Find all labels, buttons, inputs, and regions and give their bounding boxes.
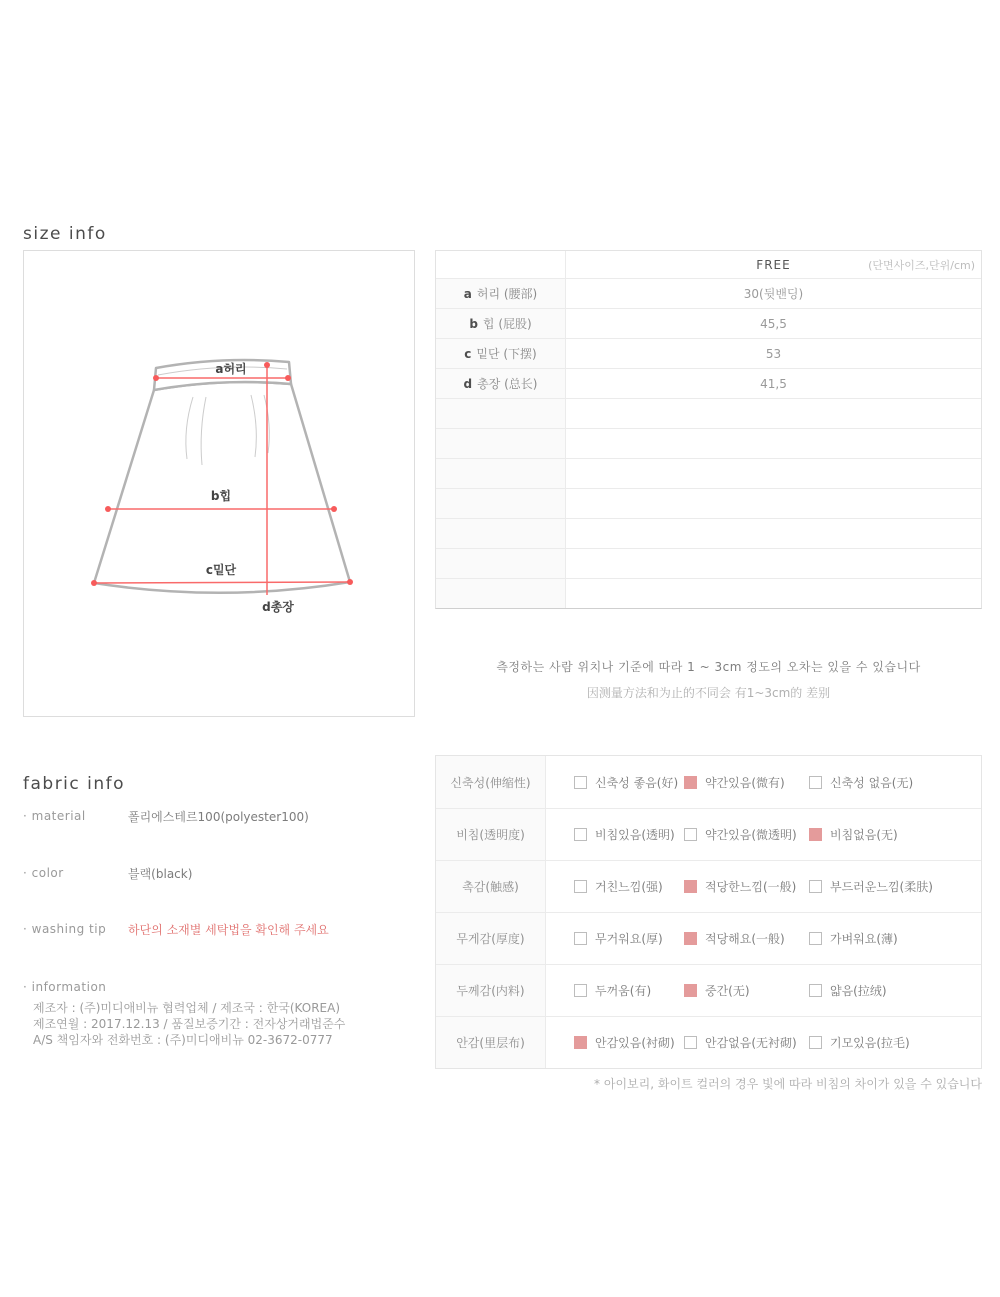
fabric-info-title: fabric info xyxy=(23,774,126,794)
fabric-option xyxy=(809,878,981,895)
size-table xyxy=(435,250,982,609)
fabric-option-label: 안감있음(衬砌) xyxy=(595,1036,675,1050)
information-label: · information xyxy=(23,980,107,994)
checkbox-icon[interactable] xyxy=(574,828,587,841)
fabric-option-label: 비침있음(透明) xyxy=(595,828,675,842)
fabric-option-label: 두꺼움(有) xyxy=(595,984,652,998)
color-value: 블랙(black) xyxy=(128,867,193,881)
fabric-row-label: 촉감(触感) xyxy=(436,861,546,912)
size-table-empty-row xyxy=(436,458,981,488)
size-table-header-row xyxy=(436,251,981,278)
size-row-value: 53 xyxy=(566,339,981,368)
fabric-row-texture xyxy=(436,860,981,912)
fabric-row-label: 신축성(伸缩性) xyxy=(436,756,546,808)
fabric-option-label: 부드러운느낌(柔肤) xyxy=(830,880,933,894)
fabric-option-label: 무거워요(厚) xyxy=(595,932,663,946)
size-row-length xyxy=(436,368,981,398)
fabric-option xyxy=(809,930,981,947)
checkbox-icon[interactable] xyxy=(574,932,587,945)
fabric-option-label: 적당한느낌(一般) xyxy=(705,880,797,894)
measurement-note xyxy=(435,658,982,701)
size-row-hem xyxy=(436,338,981,368)
washing-tip-value: 하단의 소재별 세탁법을 확인해 주세요 xyxy=(128,923,329,937)
checkbox-icon[interactable] xyxy=(809,776,822,789)
fabric-option-label: 중간(无) xyxy=(705,984,750,998)
size-diagram-box xyxy=(23,250,415,717)
checkbox-icon[interactable] xyxy=(809,932,822,945)
checkbox-icon[interactable] xyxy=(809,984,822,997)
checkbox-icon[interactable] xyxy=(809,1036,822,1049)
size-row-label: 허리 (腰部) xyxy=(476,287,538,301)
fabric-option xyxy=(684,878,809,895)
fabric-option xyxy=(684,930,809,947)
size-table-empty-row xyxy=(436,488,981,518)
fabric-option-label: 얇음(拉绒) xyxy=(830,984,887,998)
fabric-option-label: 신축성 좋음(好) xyxy=(595,775,679,790)
fabric-option xyxy=(809,1034,981,1051)
fabric-option xyxy=(574,930,684,947)
checkbox-icon[interactable] xyxy=(574,984,587,997)
size-row-letter: b xyxy=(469,316,478,331)
diagram-label-waist: a허리 xyxy=(215,362,247,376)
measurement-note-korean: 측정하는 사람 위치나 기준에 따라 1 ~ 3cm 정도의 오차는 있을 수 있습니다 xyxy=(496,660,921,674)
fabric-footnote: * 아이보리, 화이트 컬러의 경우 빛에 따라 비침의 차이가 있을 수 있습니다 xyxy=(594,1077,982,1091)
fabric-option-label: 기모있음(拉毛) xyxy=(830,1036,910,1050)
fabric-option xyxy=(809,826,981,843)
size-info-title: size info xyxy=(23,224,107,244)
fabric-option-label: 거친느낌(强) xyxy=(595,880,663,894)
size-row-label: 밑단 (下摆) xyxy=(476,347,537,361)
fabric-table xyxy=(435,755,982,1069)
fabric-option xyxy=(684,826,809,843)
checkbox-icon[interactable] xyxy=(809,828,822,841)
unit-note: (단면사이즈,단위/cm) xyxy=(868,258,975,272)
size-row-value: 30(뒷밴딩) xyxy=(566,279,981,308)
fabric-option xyxy=(684,1034,809,1051)
diagram-label-hem: c밑단 xyxy=(205,563,237,577)
fabric-row-stretch xyxy=(436,756,981,808)
size-row-label: 힙 (屁股) xyxy=(482,317,532,331)
fabric-option xyxy=(574,1034,684,1051)
fabric-option xyxy=(684,982,809,999)
fabric-option xyxy=(574,878,684,895)
size-row-waist xyxy=(436,278,981,308)
fabric-option xyxy=(684,774,809,791)
checkbox-icon[interactable] xyxy=(574,1036,587,1049)
checkbox-icon[interactable] xyxy=(684,776,697,789)
fabric-row-label: 무게감(厚度) xyxy=(436,913,546,964)
checkbox-icon[interactable] xyxy=(684,828,697,841)
size-row-letter: d xyxy=(463,376,473,391)
size-column-header: FREE xyxy=(756,257,791,272)
fabric-option-label: 비침없음(无) xyxy=(830,828,898,842)
checkbox-icon[interactable] xyxy=(574,880,587,893)
checkbox-icon[interactable] xyxy=(574,776,587,789)
size-table-empty-row xyxy=(436,398,981,428)
size-table-empty-row xyxy=(436,578,981,608)
color-label: · color xyxy=(23,866,64,880)
information-line-manufacturer: 제조자 : (주)미디애비뉴 협력업체 / 제조국 : 한국(KOREA) xyxy=(33,1001,341,1015)
fabric-row-label: 비침(透明度) xyxy=(436,809,546,860)
checkbox-icon[interactable] xyxy=(684,1036,697,1049)
material-label: · material xyxy=(23,809,86,823)
skirt-body-outline xyxy=(94,382,350,593)
information-line-contact: A/S 책임자와 전화번호 : (주)미디애비뉴 02-3672-0777 xyxy=(33,1033,333,1047)
fabric-option-label: 신축성 없음(无) xyxy=(830,775,914,790)
fabric-row-thickness xyxy=(436,964,981,1016)
fabric-option-label: 적당해요(一般) xyxy=(705,932,785,946)
size-row-hip xyxy=(436,308,981,338)
fabric-row-sheerness xyxy=(436,808,981,860)
checkbox-icon[interactable] xyxy=(684,984,697,997)
fabric-option-label: 약간있음(微有) xyxy=(705,775,785,790)
size-row-label: 총장 (总长) xyxy=(477,377,538,391)
skirt-diagram xyxy=(24,251,416,718)
washing-tip-label: · washing tip xyxy=(23,922,107,936)
checkbox-icon[interactable] xyxy=(684,880,697,893)
fabric-row-label: 두께감(内料) xyxy=(436,965,546,1016)
fabric-option-label: 안감없음(无衬砌) xyxy=(705,1036,797,1050)
size-table-empty-row xyxy=(436,548,981,578)
measurement-note-chinese: 因测量方法和为止的不同会 有1~3cm的 差别 xyxy=(586,686,831,700)
size-table-empty-row xyxy=(436,428,981,458)
size-row-letter: a xyxy=(463,286,472,301)
size-row-value: 41,5 xyxy=(566,369,981,398)
information-lines xyxy=(33,1000,345,1048)
checkbox-icon[interactable] xyxy=(809,880,822,893)
diagram-label-hip: b힙 xyxy=(210,489,232,503)
diagram-label-length: d총장 xyxy=(262,600,294,614)
size-row-value: 45,5 xyxy=(566,309,981,338)
size-row-letter: c xyxy=(464,346,472,361)
information-line-date: 제조연월 : 2017.12.13 / 품질보증기간 : 전자상거래법준수 xyxy=(33,1017,346,1031)
fabric-option xyxy=(809,982,981,999)
fabric-option xyxy=(809,774,981,791)
size-table-empty-row xyxy=(436,518,981,548)
fabric-option xyxy=(574,982,684,999)
fabric-row-label: 안감(里层布) xyxy=(436,1017,546,1068)
material-value: 폴리에스테르100(polyester100) xyxy=(128,810,309,824)
size-table-header-value-cell xyxy=(566,251,981,278)
fabric-row-weight xyxy=(436,912,981,964)
checkbox-icon[interactable] xyxy=(684,932,697,945)
fabric-option-label: 가벼워요(薄) xyxy=(830,932,898,946)
fabric-option-label: 약간있음(微透明) xyxy=(705,828,797,842)
size-table-header-label-cell xyxy=(436,251,566,278)
fabric-row-lining xyxy=(436,1016,981,1068)
fabric-option xyxy=(574,826,684,843)
fabric-option xyxy=(574,774,684,791)
